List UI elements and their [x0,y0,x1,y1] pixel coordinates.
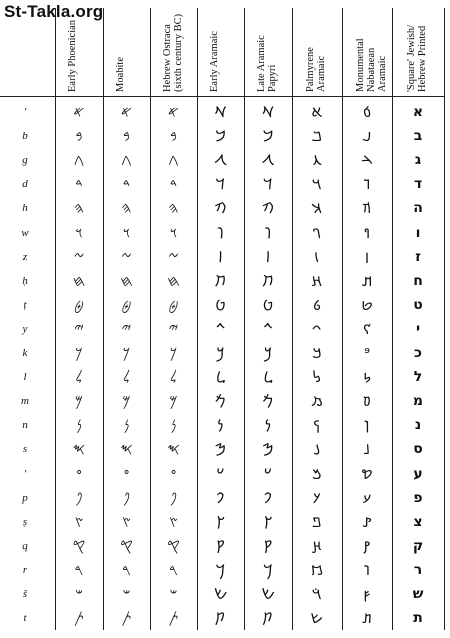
letter-glyph: 𐤐 [169,488,178,507]
column-header: Late Aramaic Papyri [256,35,278,92]
transliteration-label: m [21,395,29,408]
letter-glyph: ח [413,272,423,289]
letter-glyph: 𐡏 [264,464,272,483]
letter-glyph: מ [412,393,424,410]
letter-glyph: 𐢖 [361,464,373,483]
transliteration-label: s [22,443,28,456]
transliteration-label: ṣ [22,515,28,528]
transliteration-label: n [22,419,28,432]
letter-glyph: 𐡓 [215,560,226,579]
letter-glyph: 𐤎 [167,440,180,459]
letter-glyph: 𐤏 [123,464,130,483]
column-header: Hebrew Ostraca (sixth century BC) [161,13,184,92]
letter-glyph: 𐤇 [72,271,86,290]
transliteration-label: t [23,612,27,625]
letter-glyph: 𐡫 [313,368,321,387]
letter-glyph: 𐢛 [364,560,370,579]
letter-glyph: 𐢋 [361,295,373,314]
letter-glyph: 𐤃 [169,175,178,194]
letter-glyph: ע [413,465,423,482]
letter-glyph: 𐡑 [215,512,226,531]
letter-glyph: 𐡳 [311,560,323,579]
letter-glyph: 𐡢 [312,151,322,170]
letter-glyph: 𐢇 [362,199,372,218]
letter-glyph: 𐤊 [122,344,131,362]
column-header: Early Aramaic [208,31,220,92]
letter-glyph: כ [414,345,422,361]
letter-glyph: א [412,104,424,120]
transliteration-label: d [22,178,28,191]
letter-glyph: 𐡄 [214,199,227,218]
letter-glyph: 𐢐 [363,368,371,387]
column-header: Early Phoenician [67,19,78,92]
letter-glyph: 𐡓 [262,560,274,579]
letter-glyph: 𐤌 [169,392,178,411]
letter-glyph: 𐤃 [122,175,131,194]
letter-glyph: 𐡐 [216,488,225,507]
letter-glyph: 𐤀 [73,103,85,121]
letter-glyph: 𐡕 [263,609,273,628]
letter-glyph: 𐤎 [120,440,133,459]
letter-glyph: 𐤋 [169,368,178,387]
transliteration-label: z [22,250,28,263]
letter-glyph: 𐢅 [363,175,371,194]
letter-glyph: 𐤑 [122,512,131,531]
transliteration-label: ' [23,467,27,480]
letter-glyph: 𐡇 [214,271,227,290]
letter-glyph: 𐤍 [123,416,130,435]
letter-glyph: 𐤊 [169,344,178,362]
letter-glyph: 𐡭 [313,416,320,435]
column-divider [444,8,445,630]
letter-glyph: 𐡧 [311,271,323,290]
letter-glyph: 𐤐 [75,488,83,507]
letter-glyph: ק [412,537,424,554]
letter-glyph: 𐢉 [364,247,370,266]
letter-glyph: ש [412,586,424,602]
letter-glyph: 𐡋 [216,368,225,387]
letter-glyph: 𐢁 [363,103,371,121]
letter-glyph: 𐤒 [120,536,133,555]
letter-glyph: 𐡉 [215,319,226,338]
letter-glyph: 𐡎 [262,440,274,459]
letter-glyph: 𐤄 [121,199,132,218]
letter-glyph: ט [413,296,423,313]
transliteration-label: r [22,563,28,576]
letter-glyph: 𐤑 [74,512,84,531]
transliteration-label: y [22,322,28,335]
column-header: Monumental Nabataean Aramaic [355,38,388,92]
letter-glyph: ג [414,152,422,169]
letter-glyph: 𐤇 [120,271,133,290]
letter-glyph: 𐤍 [170,416,177,435]
transliteration-label: ' [23,106,27,118]
letter-glyph: 𐡱 [312,512,322,531]
letter-glyph: 𐤆 [121,247,132,266]
letter-glyph: 𐡅 [217,223,224,242]
letter-glyph: ז [415,248,421,265]
letter-glyph: 𐡅 [264,223,272,242]
letter-glyph: 𐤋 [75,368,83,387]
letter-glyph: צ [413,513,423,530]
letter-glyph: 𐡄 [261,199,275,218]
letter-glyph: 𐤃 [75,175,83,194]
letter-glyph: 𐡈 [215,295,226,314]
transliteration-label: k [22,347,28,359]
letter-glyph: 𐤔 [122,585,131,603]
letter-glyph: 𐡂 [214,151,227,170]
header-underline [0,96,444,97]
transliteration-label: g [22,154,28,167]
letter-glyph: 𐢞 [362,609,372,628]
letter-glyph: 𐤓 [122,560,131,579]
letter-glyph: ה [413,200,423,217]
transliteration-label: ṭ [23,298,27,311]
letter-glyph: 𐤔 [169,585,178,603]
letter-glyph: 𐡐 [263,488,273,507]
letter-glyph: 𐡒 [215,536,226,555]
letter-glyph: 𐤏 [170,464,177,483]
letter-glyph: ב [413,128,423,145]
letter-glyph: 𐡃 [215,175,226,194]
letter-glyph: 𐤌 [74,392,84,411]
letter-glyph: 𐡍 [264,416,272,435]
letter-glyph: 𐤕 [121,609,132,628]
letter-glyph: 𐡑 [263,512,273,531]
letter-glyph: 𐤂 [121,151,132,170]
transliteration-label: b [22,130,28,143]
letter-glyph: 𐡀 [214,103,227,121]
letter-glyph: 𐤉 [121,319,132,338]
transliteration-label: q [22,539,28,552]
letter-glyph: 𐤔 [75,585,83,603]
letter-glyph: 𐤌 [122,392,131,411]
letter-glyph: 𐤆 [73,247,85,266]
letter-glyph: 𐤅 [169,223,178,242]
letter-glyph: 𐢒 [363,392,371,411]
letter-glyph: 𐤒 [72,536,86,555]
letter-glyph: ס [413,441,423,458]
letter-glyph: 𐡨 [313,295,321,314]
letter-glyph: 𐡕 [215,609,226,628]
letter-glyph: 𐤏 [76,464,82,483]
letter-glyph: ל [413,369,423,386]
letter-glyph: 𐢎 [364,344,370,362]
letter-glyph: 𐤉 [168,319,179,338]
letter-glyph: 𐡏 [216,464,225,483]
letter-glyph: 𐢙 [362,512,372,531]
letter-glyph: 𐤈 [74,295,84,314]
letter-glyph: ר [413,561,423,578]
column-header: Palmyrene Aramaic [305,47,327,92]
letter-glyph: 𐤓 [169,560,178,579]
letter-glyph: 𐤐 [122,488,131,507]
transliteration-label: h [22,202,28,215]
letter-glyph: פ [413,489,423,506]
letter-glyph: 𐡥 [313,223,321,242]
letter-glyph: 𐤂 [73,151,85,170]
letter-glyph: 𐤕 [74,609,84,628]
transliteration-label: ḥ [22,274,28,287]
letter-glyph: 𐢊 [361,271,373,290]
letter-glyph: 𐡪 [312,344,322,362]
letter-glyph: 𐤅 [75,223,83,242]
letter-glyph: 𐤊 [75,344,83,362]
letter-glyph: 𐢌 [363,319,371,338]
letter-glyph: 𐡇 [262,271,274,290]
letter-glyph: 𐡉 [263,319,273,338]
letter-glyph: 𐡩 [312,319,322,338]
letter-glyph: 𐡁 [262,127,274,146]
letter-glyph: 𐤑 [169,512,178,531]
letter-glyph: 𐤀 [167,103,180,121]
letter-glyph: ד [413,176,423,193]
letter-glyph: 𐤀 [120,103,133,121]
transliteration-label: l [23,371,27,384]
letter-glyph: 𐡂 [261,151,275,170]
letter-glyph: 𐡊 [263,344,273,362]
transliteration-label: š [22,588,28,600]
letter-glyph: 𐤈 [121,295,132,314]
letter-glyph: 𐡦 [314,247,320,266]
letter-glyph: 𐡌 [215,392,226,411]
letter-glyph: 𐡁 [215,127,226,146]
letter-glyph: 𐡋 [263,368,273,387]
letter-glyph: 𐢄 [361,151,373,170]
letter-glyph: 𐢈 [363,223,371,242]
letter-glyph: 𐡣 [312,175,322,194]
letter-glyph: 𐤉 [74,319,84,338]
letter-glyph: 𐢗 [362,488,372,507]
letter-glyph: 𐤍 [76,416,82,435]
letter-glyph: 𐤈 [168,295,179,314]
letter-glyph: 𐡊 [216,344,225,362]
letter-glyph: 𐢕 [363,440,371,459]
letter-glyph: 𐤄 [168,199,179,218]
letter-glyph: 𐢜 [363,585,371,603]
letter-glyph: 𐤂 [168,151,179,170]
transliteration-label: w [21,226,29,239]
letter-glyph: 𐡔 [213,585,228,603]
letter-glyph: 𐡬 [311,392,323,411]
letter-glyph: 𐤁 [123,127,130,146]
letter-glyph: 𐡮 [313,440,321,459]
letter-glyph: 𐤄 [73,199,85,218]
letter-glyph: 𐡵 [311,609,323,628]
column-header: Moabite [114,57,126,92]
letter-glyph: 𐤋 [122,368,131,387]
letter-glyph: 𐡒 [263,536,273,555]
letter-glyph: 𐤎 [72,440,86,459]
letter-glyph: 𐡰 [312,488,321,507]
letter-glyph: 𐡤 [311,199,323,218]
letter-glyph: 𐤆 [168,247,179,266]
letter-glyph: י [415,320,421,337]
letter-glyph: 𐡴 [312,585,322,603]
letter-glyph: 𐡆 [217,247,224,266]
letter-glyph: 𐤁 [170,127,177,146]
letter-glyph: 𐡆 [265,247,271,266]
letter-glyph: 𐤓 [74,560,84,579]
letter-glyph: 𐢔 [364,416,370,435]
letter-glyph: 𐡀 [261,103,275,121]
letter-glyph: 𐢚 [363,536,371,555]
letter-glyph: ו [415,224,421,241]
letter-glyph: 𐤇 [167,271,180,290]
transliteration-label: p [22,491,28,504]
letter-glyph: 𐡎 [214,440,227,459]
letter-glyph: 𐡌 [262,392,274,411]
letter-glyph: 𐡠 [311,103,323,121]
letter-glyph: 𐡲 [312,536,322,555]
letter-glyph: 𐡯 [312,464,322,483]
letter-glyph: 𐡔 [261,585,275,603]
column-header: 'Square' Jewish/ Hebrew Printed [406,24,428,92]
letter-glyph: 𐤁 [75,127,83,146]
letter-glyph: נ [414,417,422,434]
letter-glyph: 𐤅 [122,223,131,242]
site-watermark: St-Takla.org [4,2,104,21]
letter-glyph: ת [413,610,423,627]
letter-glyph: 𐡈 [262,295,274,314]
letter-glyph: 𐡡 [312,127,322,146]
letter-glyph: 𐢃 [362,127,372,146]
letter-glyph: 𐡃 [263,175,273,194]
letter-glyph: 𐡍 [217,416,224,435]
letter-glyph: 𐤒 [167,536,180,555]
letter-glyph: 𐤕 [168,609,179,628]
